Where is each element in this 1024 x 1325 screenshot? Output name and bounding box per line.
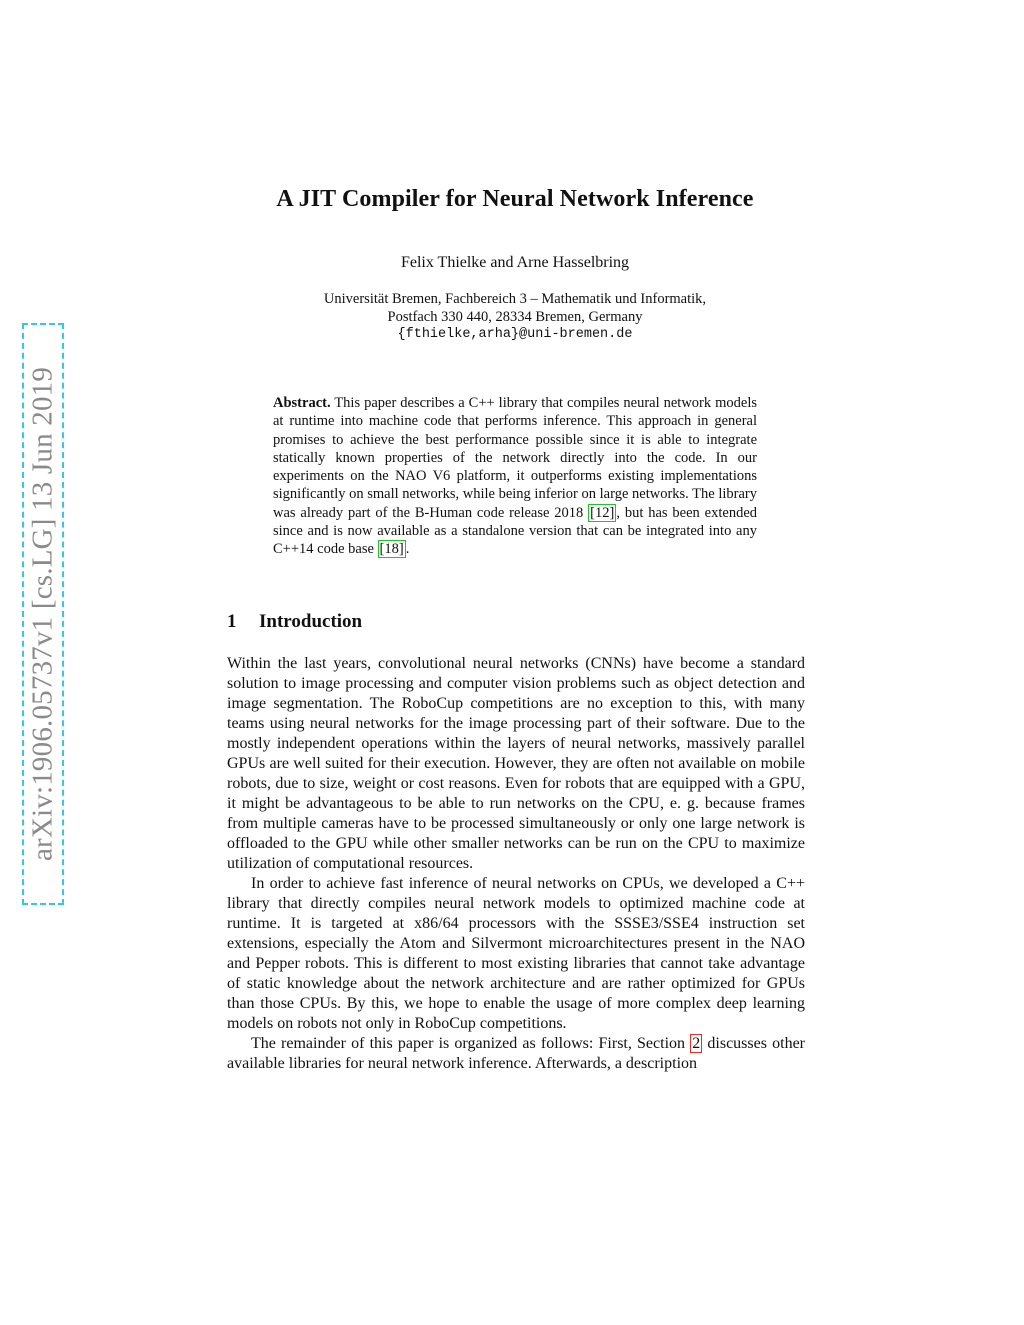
abstract [273,394,757,559]
paragraph-2: In order to achieve fast inference of neural networks on CPUs, we developed a C++ library that directly compiles neural network models to optimized machine code at runtime. It is targeted at x86/64 processors with the SSSE3/SSE4 instruction set extensions, especially the Atom and Silvermont microarchitectures present in the NAO and Pepper robots. This is different to most existing libraries that cannot take advantage of static knowledge about the network architecture and are rather optimized for GPUs than those CPUs. By this, we hope to enable the usage of more complex deep learning models on robots not only in RoboCup competitions. [227,875,805,1032]
section-heading [227,611,362,633]
citation-link-18[interactable]: [18] [379,541,404,558]
abstract-text-3: . [405,541,410,558]
abstract-label: Abstract. [273,395,331,411]
section-title: Introduction [259,611,363,632]
affiliation-line-2: Postfach 330 440, 28334 Bremen, Germany [387,309,643,325]
affiliation-line-1: Universität Bremen, Fachbereich 3 – Mathematik und Informatik, [323,291,707,307]
affiliation [0,290,1024,344]
section-ref-link-2[interactable]: 2 [692,1035,701,1052]
arxiv-stamp[interactable] [22,323,64,905]
paragraph-1: Within the last years, convolutional neural networks (CNNs) have become a standard solution to image processing and computer vision problems such as object detection and image segmentation. The RoboCup competitions are no exception to this, with many teams using neural networks for the image processing part of their software. Due to the mostly independent operations within the layers of neural networks, massively parallel GPUs are well suited for their execution. However, they are often not available on mobile robots, due to size, weight or cost reasons. Even for robots that are equipped with a GPU, it might be advantageous to be able to run networks on the CPU, e. g. because frames from multiple cameras have to be processed simultaneously or only one large network is offloaded to the GPU while other smaller networks can be run on the CPU to maximize utilization of computational resources. [227,655,805,872]
section-number: 1 [227,611,237,632]
paragraph-3-text-1: The remainder of this paper is organized as follows: First, Section [251,1035,686,1052]
citation-link-12[interactable]: [12] [590,504,615,521]
paragraph-3-text-2: discusses other available libraries for neural network inference. Afterwards, a description [227,1035,805,1072]
author-email: {fthielke,arha}@uni-bremen.de [397,327,633,342]
paragraph-3 [227,1034,805,1074]
introduction-body [227,654,805,1074]
paper-title: A JIT Compiler for Neural Network Inference [276,186,754,212]
abstract-text-2: , but has been extended since and is now available as a standalone version that can be integrated into any C++14 code base [273,504,757,558]
arxiv-id[interactable]: arXiv:1906.05737v1 [cs.LG] 13 Jun 2019 [26,366,59,862]
authors: Felix Thielke and Arne Hasselbring [400,254,630,271]
abstract-text-1: This paper describes a C++ library that compiles neural network models at runtime into machine code that performs inference. This approach in general promises to achieve the best performance possible since it is able to integrate statically known properties of the network directly into the code. In our experiments on the NAO V6 platform, it outperforms existing implementations significantly on small networks, while being inferior on large networks. The library was already part of the B-Human code release 2018 [273,395,757,521]
